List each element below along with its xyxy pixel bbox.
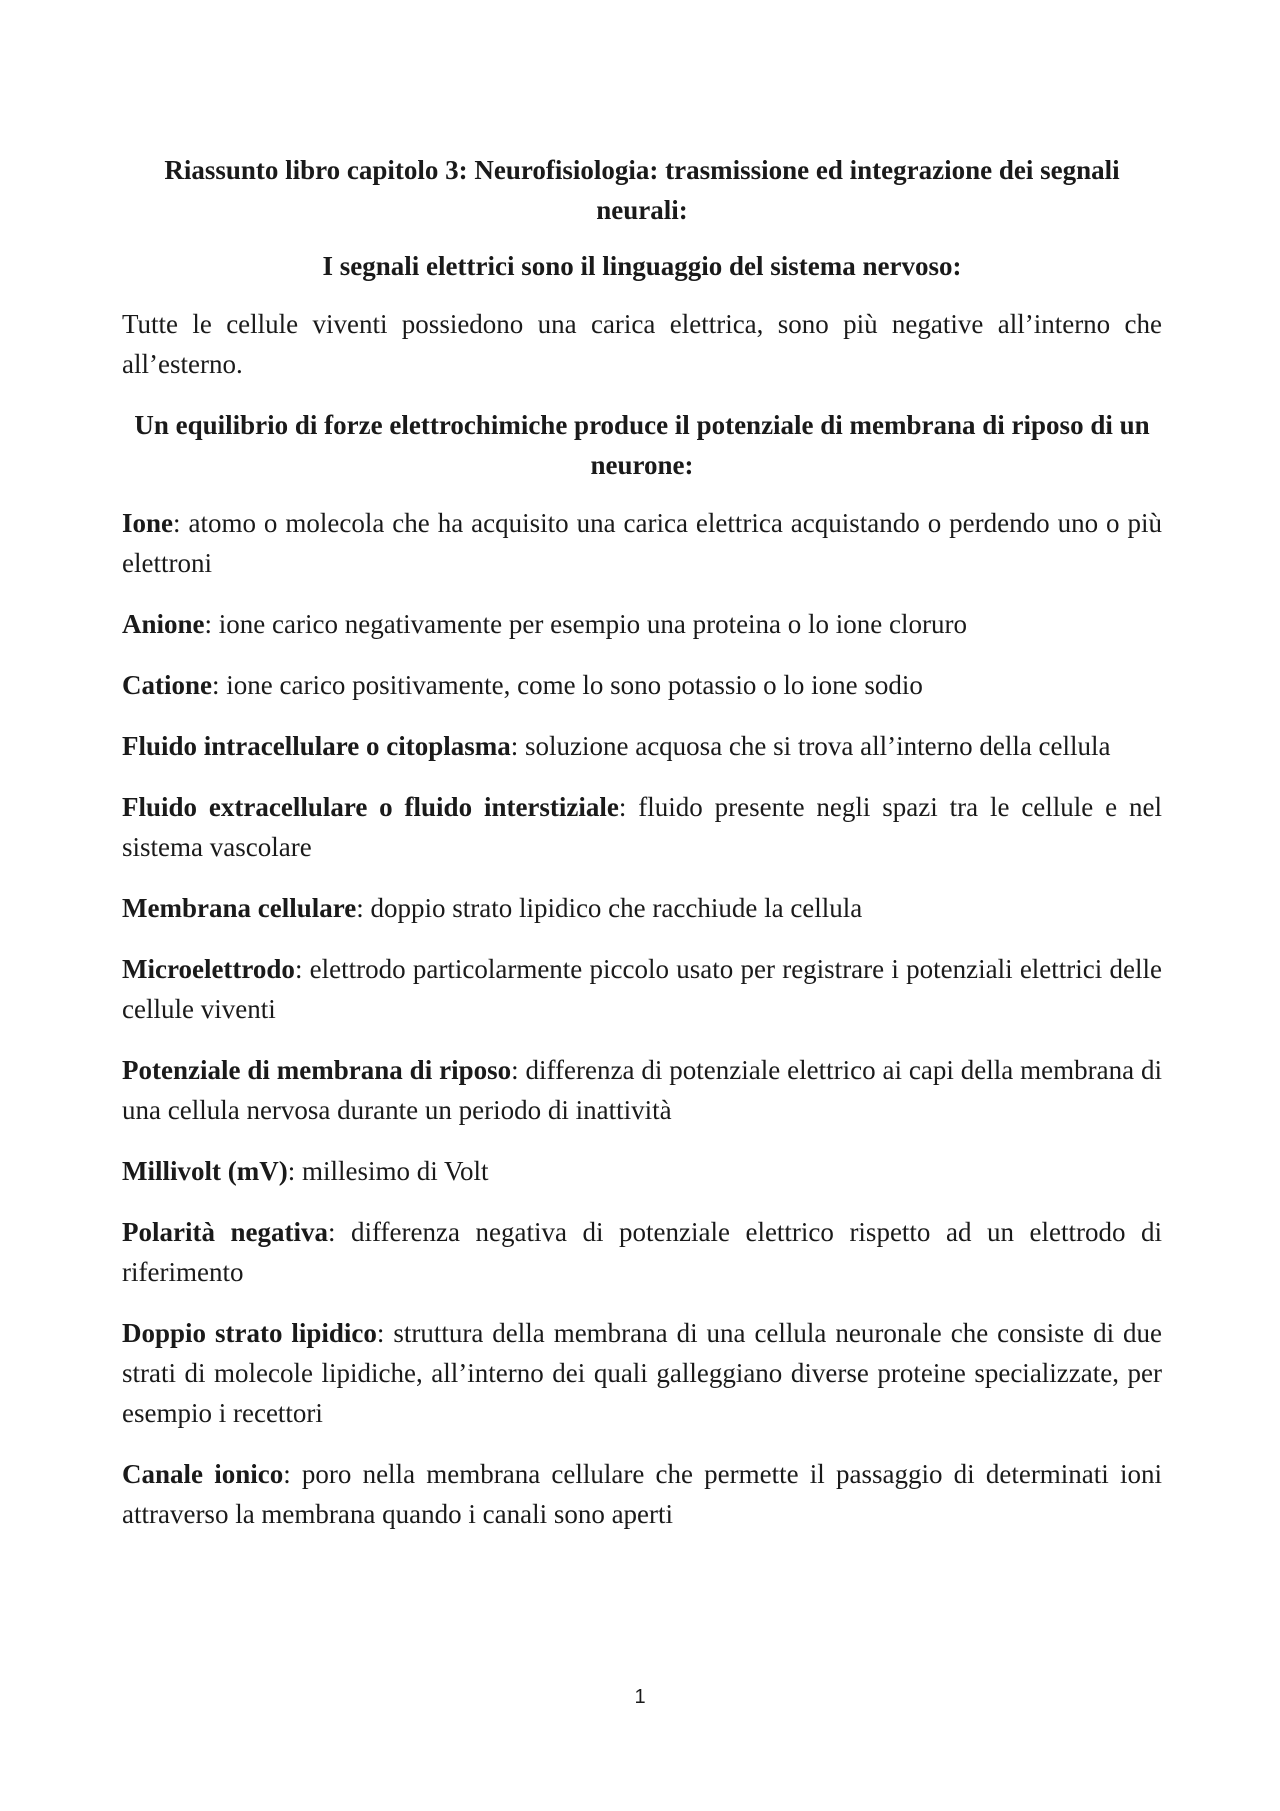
definition-term: Ione [122,508,174,538]
definition-microelettrodo [122,949,1162,1029]
definition-potenziale-riposo [122,1050,1162,1130]
definition-canale-ionico [122,1454,1162,1534]
definition-term: Microelettrodo [122,954,295,984]
definition-term: Catione [122,670,212,700]
section-heading-signals: I segnali elettrici sono il linguaggio del sistema nervoso: [322,251,962,281]
definition-text: : poro nella membrana cellulare che permette il passaggio di determinati ioni attraverso la membrana quando i canali sono aperti [122,1459,1162,1529]
document-title: Riassunto libro capitolo 3: Neurofisiologia: trasmissione ed integrazione dei segnali neurali: [164,155,1120,225]
definition-anione [122,604,1162,644]
definition-millivolt [122,1151,1162,1191]
definition-text: : doppio strato lipidico che racchiude la cellula [356,893,863,923]
definition-text: : millesimo di Volt [287,1156,489,1186]
definition-text: : struttura della membrana di una cellula neuronale che consiste di due strati di molecole lipidiche, all’interno dei quali galleggiano diverse proteine specializzate, per esempio i recettori [122,1318,1162,1428]
section-heading-equilibrium: Un equilibrio di forze elettrochimiche produce il potenziale di membrana di riposo di un neurone: [134,410,1150,480]
definition-term: Polarità negativa [122,1217,328,1247]
definition-term: Millivolt (mV) [122,1156,288,1186]
section-text-signals: Tutte le cellule viventi possiedono una carica elettrica, sono più negative all’interno che all’esterno. [122,309,1162,379]
definition-term: Anione [122,609,205,639]
definition-text: : ione carico negativamente per esempio una proteina o lo ione cloruro [204,609,967,639]
definition-text: : fluido presente negli spazi tra le cellule e nel sistema vascolare [122,792,1162,862]
definition-fluido-extracellulare [122,787,1162,867]
document-page [122,150,1162,1555]
definition-term: Fluido extracellulare o fluido interstiziale [122,792,619,822]
definition-catione [122,665,1162,705]
definition-text: : differenza negativa di potenziale elettrico rispetto ad un elettrodo di riferimento [122,1217,1162,1287]
definition-term: Potenziale di membrana di riposo [122,1055,512,1085]
definition-term: Fluido intracellulare o citoplasma [122,731,511,761]
definition-ione [122,503,1162,583]
definition-term: Membrana cellulare [122,893,357,923]
definition-text: : ione carico positivamente, come lo sono potassio o lo ione sodio [212,670,923,700]
definition-term: Doppio strato lipidico [122,1318,377,1348]
page-number: 1 [634,1686,646,1708]
definition-term: Canale ionico [122,1459,284,1489]
definition-text: : atomo o molecola che ha acquisito una carica elettrica acquistando o perdendo uno o più elettroni [122,508,1162,578]
definition-text: : soluzione acquosa che si trova all’interno della cellula [510,731,1111,761]
definition-doppio-strato [122,1313,1162,1433]
definition-text: : differenza di potenziale elettrico ai capi della membrana di una cellula nervosa durante un periodo di inattività [122,1055,1163,1125]
definition-text: : elettrodo particolarmente piccolo usato per registrare i potenziali elettrici delle cellule viventi [122,954,1162,1024]
definition-polarita-negativa [122,1212,1162,1292]
definition-membrana-cellulare [122,888,1162,928]
definition-fluido-intracellulare [122,726,1162,766]
